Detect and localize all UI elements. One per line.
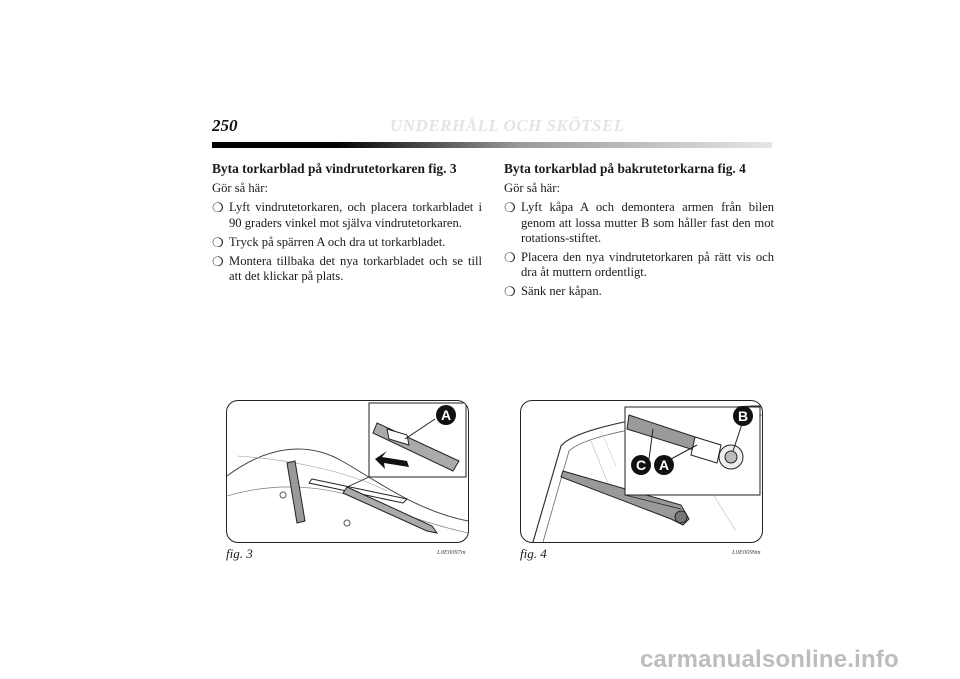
figure-3-code: L0E0097m <box>437 549 466 556</box>
watermark: carmanualsonline.info <box>640 646 899 673</box>
list-item <box>504 250 774 280</box>
list-item <box>212 235 482 250</box>
bullet-icon: ❍ <box>504 284 516 300</box>
header-rule <box>212 142 772 148</box>
step-text: Sänk ner kåpan. <box>521 284 602 299</box>
bullet-icon: ❍ <box>212 200 224 216</box>
list-item <box>504 200 774 246</box>
step-text: Tryck på spärren A och dra ut torkarbladet. <box>229 234 446 249</box>
bullet-icon: ❍ <box>504 200 516 216</box>
list-item <box>504 284 774 299</box>
step-text: Lyft vindrutetorkaren, och placera torkarbladet i 90 graders vinkel mot själva vindrutetorkaren. <box>229 200 482 230</box>
list-item <box>212 254 482 284</box>
right-steps <box>504 200 774 299</box>
step-text: Montera tillbaka det nya torkarbladet och se till att det klickar på plats. <box>229 254 482 284</box>
step-text: Lyft kåpa A och demontera armen från bilen genom att lossa mutter B som håller fast den mot rotations-stiftet. <box>521 200 774 245</box>
bullet-icon: ❍ <box>504 250 516 266</box>
figure-4-code: L0E0099m <box>732 549 761 556</box>
right-heading: Byta torkarblad på bakrutetorkarna fig. 4 <box>504 161 746 176</box>
callout-b-label: B <box>737 408 749 424</box>
callout-a-label: A <box>440 407 452 423</box>
left-steps <box>212 200 482 284</box>
right-column <box>504 161 774 304</box>
bullet-icon: ❍ <box>212 234 224 250</box>
figure-4-caption: fig. 4 <box>520 546 547 561</box>
page-number: 250 <box>212 116 238 135</box>
list-item <box>212 200 482 230</box>
left-intro: Gör så här: <box>212 181 268 196</box>
figure-3-illustration <box>226 400 469 543</box>
figure-4-illustration <box>520 400 763 543</box>
bullet-icon: ❍ <box>212 254 224 270</box>
rear-wiper-illustration <box>521 401 762 542</box>
figure-3-caption: fig. 3 <box>226 546 253 561</box>
right-intro: Gör så här: <box>504 181 560 196</box>
step-text: Placera den nya vindrutetorkaren på rätt vis och dra åt muttern ordentligt. <box>521 250 774 280</box>
callout-a-label: A <box>658 457 670 473</box>
callout-c-label: C <box>635 457 647 473</box>
section-title: UNDERHÅLL OCH SKÖTSEL <box>390 116 625 135</box>
left-column <box>212 161 482 288</box>
wiper-blade-illustration <box>227 401 468 542</box>
left-heading: Byta torkarblad på vindrutetorkaren fig. 3 <box>212 161 457 176</box>
